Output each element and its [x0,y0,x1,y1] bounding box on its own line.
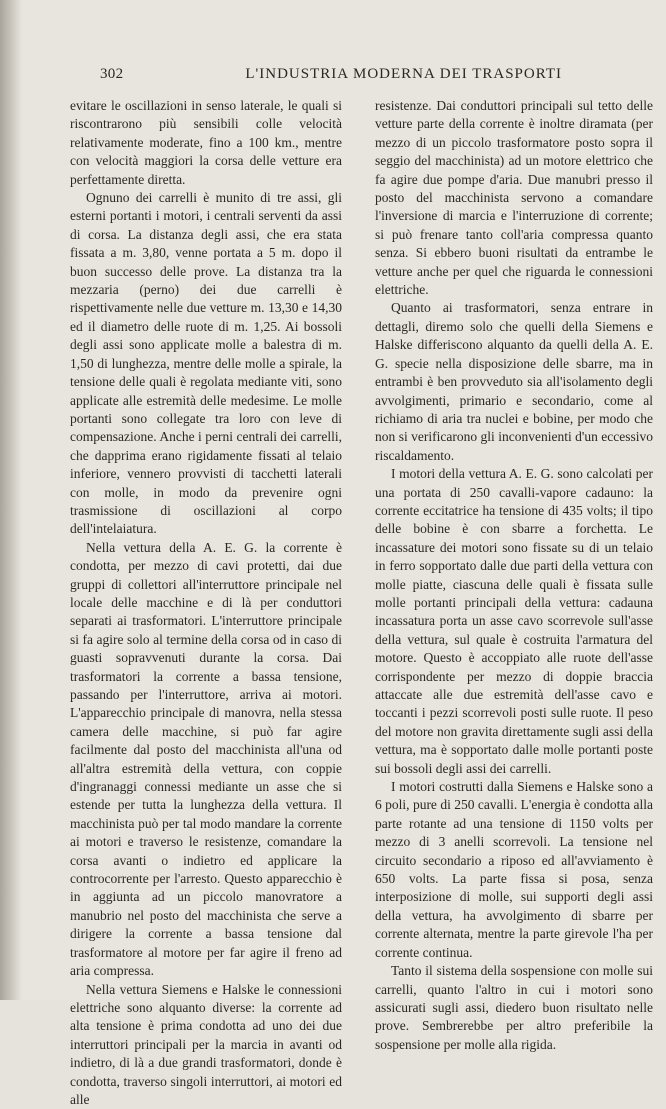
running-title: L'INDUSTRIA MODERNA DEI TRASPORTI [245,66,562,83]
paragraph: Quanto ai trasformatori, senza entrare in dettagli, diremo solo che quelli della Siemens e Halske differiscono alquanto da quelli della A. E. G. specie nella disposizione delle sbarre, ma in entrambi è ben provveduto sia all'isolamento degli avvolgimenti, primario e secondario, come al richiamo di aria tra nuclei e bobine, per modo che non si verificarono gli inconvenienti d'un eccessivo riscaldamento. [375,299,653,465]
page-header [100,66,562,86]
paragraph: resistenze. Dai conduttori principali sul tetto delle vetture parte della corrente è inoltre diramata (per mezzo di un piccolo trasformatore posto sopra il seggio del macchinista) ad un motore elettrico che fa agire due pompe d'aria. Due manubri presso il posto del macchinista servono a comandare l'inversione di marcia e l'interruzione di corrente; si può frenare tanto coll'aria compressa quanto senza. Si ebbero buoni risultati da entrambe le vetture anche per quel che riguarda le connessioni elettriche. [375,97,653,299]
paragraph: Nella vettura della A. E. G. la corrente è condotta, per mezzo di cavi protetti, dai due gruppi di collettori all'interruttore principale nel locale delle macchine e di là per conduttori separati ai trasformatori. L'interruttore principale si fa agire solo al termine della corsa od in caso di guasti sopravvenuti durante la corsa. Dai trasformatori la corrente a bassa tensione, passando per l'interruttore, arriva ai motori. L'apparecchio principale di manovra, nella stessa camera delle macchine, si può far agire facilmente dal posto del macchinista all'una od all'altra estremità della vettura, con coppie d'ingranaggi connessi mediante un asse che si estende per tutta la lunghezza della vettura. Il macchinista può per tal modo mandare la corrente ai motori e traverso le resistenze, comandare la corsa avanti o indietro ed applicare la controcorrente per l'arresto. Questo apparecchio è in aggiunta ad un piccolo manovratore a manubrio nel posto del macchinista che serve a dirigere la corrente a bassa tensione dal trasformatore al motore per far agire il freno ad aria compressa. [70,539,342,981]
text-column-left [70,97,342,1109]
paragraph: I motori della vettura A. E. G. sono calcolati per una portata di 250 cavalli-vapore cadauno: la corrente eccitatrice ha tensione di 435 volts; il tipo delle bobine è con sbarre a forchetta. Le incassature dei motori sono fissate su di un telaio in ferro sopportato dalle due parti della vettura con molle piatte, ciascuna delle quali è fissata sulle molle portanti principali della vettura: cadauna incassatura porta un asse cavo scorrevole sull'asse della vettura, sul quale è costruita l'armatura del motore. Questo è accoppiato alle ruote dell'asse corrispondente per mezzo di doppie braccia attaccate alle due estremità dell'asse cavo e toccanti i pezzi scorrevoli posti sulle ruote. Il peso del motore non gravita direttamente sugli assi della vettura, ma è sopportato dalle molle portanti poste sui bossoli degli assi dei carrelli. [375,465,653,778]
text-column-right [375,97,653,1054]
paragraph: Tanto il sistema della sospensione con molle sui carrelli, quanto l'altro in cui i motori sono assicurati sugli assi, diedero buon risultato nelle prove. Sembrerebbe per altro preferibile la sospensione per molle alla rigida. [375,962,653,1054]
paragraph: evitare le oscillazioni in senso laterale, le quali si riscontrarono più sensibili colle velocità relativamente moderate, fino a 100 km., mentre con velocità maggiori la corsa delle vetture era perfettamente diretta. [70,97,342,189]
page-number: 302 [100,66,123,83]
paragraph: Nella vettura Siemens e Halske le connessioni elettriche sono alquanto diverse: la corrente ad alta tensione è prima condotta ad uno dei due interruttori principali per la marcia in avanti od indietro, di là a due grandi trasformatori, donde è condotta, traverso singoli interruttori, ai motori ed alle [70,981,342,1109]
binding-shadow [0,0,22,1000]
paragraph: Ognuno dei carrelli è munito di tre assi, gli esterni portanti i motori, i centrali serventi da assi di corsa. La distanza degli assi, che era stata fissata a m. 3,80, venne portata a 5 m. dopo il buon successo delle prove. La distanza tra la mezzaria (perno) dei due carrelli è rispettivamente nelle due vetture m. 13,30 e 14,30 ed il diametro delle ruote di m. 1,25. Ai bossoli degli assi sono applicate molle a balestra di m. 1,50 di lunghezza, mentre delle molle a spirale, la tensione delle quali è regolata mediante viti, sono applicate alle estremità delle medesime. Le molle portanti sono collegate tra loro con leve di compensazione. Anche i perni centrali dei carrelli, che dapprima erano rigidamente fissati al telaio inferiore, vennero provvisti di tacchetti laterali con molle, in modo da prevenire ogni trasmissione di oscillazioni al corpo dell'intelaiatura. [70,189,342,539]
paragraph: I motori costrutti dalla Siemens e Halske sono a 6 poli, pure di 250 cavalli. L'energia è condotta alla parte rotante ad una tensione di 1150 volts per mezzo di 3 anelli scorrevoli. La tensione nel circuito secondario a riposo ed all'avviamento è 650 volts. La parte fissa si posa, senza interposizione di molle, sui supporti degli assi della vettura, ha avvolgimento di sbarre per corrente alternata, mentre la parte girevole l'ha per corrente continua. [375,778,653,962]
